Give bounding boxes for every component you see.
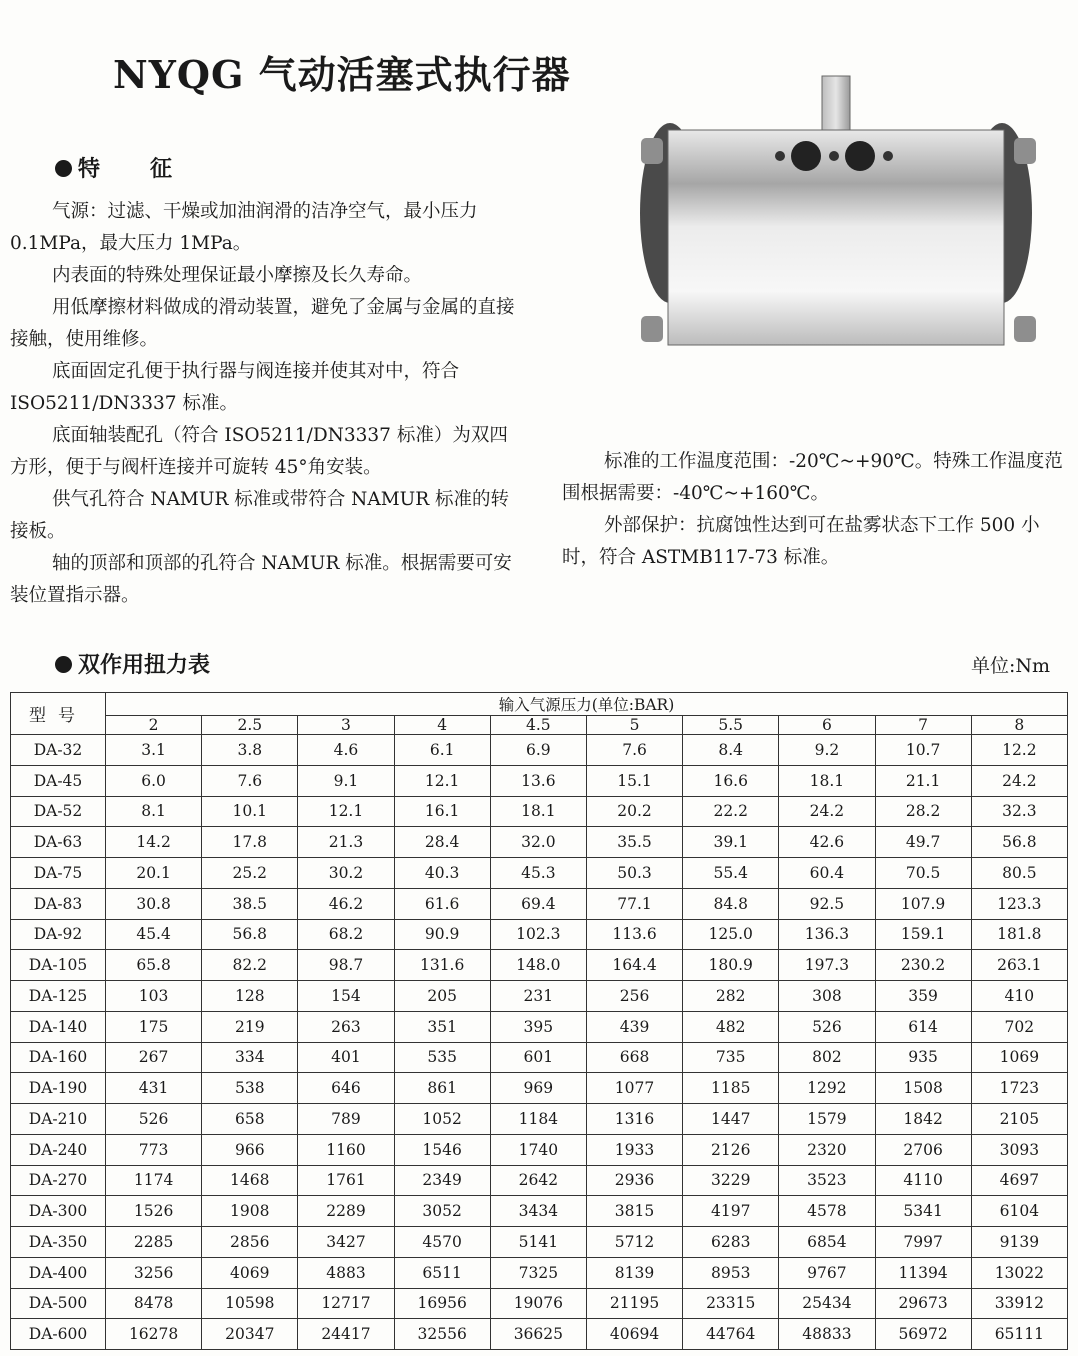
torque-cell: 40694 <box>586 1319 682 1350</box>
torque-cell: 23315 <box>683 1288 779 1319</box>
torque-cell: 8.1 <box>106 796 202 827</box>
torque-cell: 6.0 <box>106 765 202 796</box>
torque-cell: 5341 <box>875 1196 971 1227</box>
torque-cell: 861 <box>394 1073 490 1104</box>
table-row <box>11 796 1068 827</box>
torque-cell: 969 <box>490 1073 586 1104</box>
model-cell: DA-190 <box>11 1073 106 1104</box>
table-row <box>11 1257 1068 1288</box>
torque-cell: 3.8 <box>202 735 298 766</box>
torque-cell: 535 <box>394 1042 490 1073</box>
torque-cell: 68.2 <box>298 919 394 950</box>
torque-cell: 1579 <box>779 1104 875 1135</box>
model-cell: DA-270 <box>11 1165 106 1196</box>
torque-cell: 256 <box>586 981 682 1012</box>
torque-cell: 4883 <box>298 1257 394 1288</box>
torque-cell: 24417 <box>298 1319 394 1350</box>
model-cell: DA-105 <box>11 950 106 981</box>
torque-table <box>10 692 1068 1350</box>
torque-cell: 646 <box>298 1073 394 1104</box>
torque-cell: 614 <box>875 1011 971 1042</box>
torque-cell: 526 <box>106 1104 202 1135</box>
pressure-values-row <box>11 716 1068 735</box>
torque-cell: 1740 <box>490 1134 586 1165</box>
torque-cell: 56.8 <box>971 827 1067 858</box>
actuator-photo <box>636 68 1036 358</box>
torque-cell: 20347 <box>202 1319 298 1350</box>
torque-cell: 136.3 <box>779 919 875 950</box>
torque-cell: 702 <box>971 1011 1067 1042</box>
torque-cell: 16.1 <box>394 796 490 827</box>
torque-cell: 35.5 <box>586 827 682 858</box>
torque-cell: 25434 <box>779 1288 875 1319</box>
torque-cell: 2349 <box>394 1165 490 1196</box>
features-heading-char-2: 征 <box>150 156 175 182</box>
model-cell: DA-125 <box>11 981 106 1012</box>
torque-cell: 16.6 <box>683 765 779 796</box>
features-heading-char-1: 特 <box>78 156 103 182</box>
torque-cell: 180.9 <box>683 950 779 981</box>
model-cell: DA-210 <box>11 1104 106 1135</box>
torque-cell: 431 <box>106 1073 202 1104</box>
torque-cell: 7.6 <box>202 765 298 796</box>
torque-cell: 1160 <box>298 1134 394 1165</box>
table-row <box>11 735 1068 766</box>
torque-cell: 55.4 <box>683 858 779 889</box>
torque-cell: 24.2 <box>779 796 875 827</box>
table-row <box>11 1196 1068 1227</box>
torque-cell: 181.8 <box>971 919 1067 950</box>
torque-cell: 3434 <box>490 1196 586 1227</box>
torque-cell: 789 <box>298 1104 394 1135</box>
torque-cell: 7997 <box>875 1227 971 1258</box>
torque-cell: 658 <box>202 1104 298 1135</box>
model-cell: DA-240 <box>11 1134 106 1165</box>
torque-cell: 1468 <box>202 1165 298 1196</box>
torque-cell: 668 <box>586 1042 682 1073</box>
torque-cell: 3815 <box>586 1196 682 1227</box>
torque-cell: 6854 <box>779 1227 875 1258</box>
torque-cell: 4197 <box>683 1196 779 1227</box>
torque-cell: 12717 <box>298 1288 394 1319</box>
torque-cell: 8.4 <box>683 735 779 766</box>
torque-cell: 1546 <box>394 1134 490 1165</box>
torque-cell: 30.8 <box>106 888 202 919</box>
torque-cell: 3523 <box>779 1165 875 1196</box>
table-row <box>11 950 1068 981</box>
torque-cell: 159.1 <box>875 919 971 950</box>
torque-cell: 65.8 <box>106 950 202 981</box>
feature-paragraph: 轴的顶部和顶部的孔符合 NAMUR 标准。根据需要可安装位置指示器。 <box>10 553 512 606</box>
torque-cell: 13022 <box>971 1257 1067 1288</box>
torque-cell: 1077 <box>586 1073 682 1104</box>
torque-cell: 21.3 <box>298 827 394 858</box>
torque-cell: 40.3 <box>394 858 490 889</box>
features-text <box>10 196 520 612</box>
table-row <box>11 1104 1068 1135</box>
torque-cell: 107.9 <box>875 888 971 919</box>
torque-cell: 966 <box>202 1134 298 1165</box>
torque-cell: 282 <box>683 981 779 1012</box>
torque-cell: 9.2 <box>779 735 875 766</box>
torque-cell: 10598 <box>202 1288 298 1319</box>
model-cell: DA-83 <box>11 888 106 919</box>
torque-cell: 1723 <box>971 1073 1067 1104</box>
torque-cell: 5712 <box>586 1227 682 1258</box>
torque-cell: 82.2 <box>202 950 298 981</box>
torque-cell: 11394 <box>875 1257 971 1288</box>
table-row <box>11 919 1068 950</box>
spec-paragraph: 外部保护：抗腐蚀性达到可在盐雾状态下工作 500 小时，符合 ASTMB117-73 标准。 <box>562 515 1040 568</box>
torque-cell: 14.2 <box>106 827 202 858</box>
torque-cell: 230.2 <box>875 950 971 981</box>
model-header: 型号 <box>11 693 106 735</box>
torque-cell: 439 <box>586 1011 682 1042</box>
torque-cell: 231 <box>490 981 586 1012</box>
torque-cell: 4578 <box>779 1196 875 1227</box>
torque-cell: 4570 <box>394 1227 490 1258</box>
torque-cell: 18.1 <box>490 796 586 827</box>
torque-cell: 935 <box>875 1042 971 1073</box>
torque-cell: 2856 <box>202 1227 298 1258</box>
torque-cell: 4069 <box>202 1257 298 1288</box>
feature-paragraph: 供气孔符合 NAMUR 标准或带符合 NAMUR 标准的转接板。 <box>10 489 510 542</box>
pressure-column-header: 4.5 <box>490 716 586 735</box>
pressure-header: 输入气源压力(单位:BAR) <box>106 693 1068 716</box>
torque-cell: 32556 <box>394 1319 490 1350</box>
torque-cell: 131.6 <box>394 950 490 981</box>
feature-paragraph: 用低摩擦材料做成的滑动装置，避免了金属与金属的直接接触，使用维修。 <box>10 297 515 350</box>
torque-cell: 49.7 <box>875 827 971 858</box>
torque-cell: 1316 <box>586 1104 682 1135</box>
torque-cell: 2105 <box>971 1104 1067 1135</box>
torque-cell: 21195 <box>586 1288 682 1319</box>
table-header-row <box>11 693 1068 716</box>
torque-cell: 102.3 <box>490 919 586 950</box>
torque-cell: 16278 <box>106 1319 202 1350</box>
torque-cell: 61.6 <box>394 888 490 919</box>
torque-cell: 351 <box>394 1011 490 1042</box>
table-row <box>11 827 1068 858</box>
torque-cell: 56.8 <box>202 919 298 950</box>
torque-cell: 7325 <box>490 1257 586 1288</box>
model-cell: DA-140 <box>11 1011 106 1042</box>
torque-cell: 20.2 <box>586 796 682 827</box>
torque-cell: 125.0 <box>683 919 779 950</box>
torque-cell: 1184 <box>490 1104 586 1135</box>
bullet-icon <box>55 160 72 177</box>
features-heading <box>55 152 174 183</box>
torque-cell: 77.1 <box>586 888 682 919</box>
torque-cell: 1908 <box>202 1196 298 1227</box>
torque-cell: 735 <box>683 1042 779 1073</box>
torque-cell: 98.7 <box>298 950 394 981</box>
torque-cell: 9139 <box>971 1227 1067 1258</box>
torque-cell: 7.6 <box>586 735 682 766</box>
torque-cell: 164.4 <box>586 950 682 981</box>
torque-cell: 601 <box>490 1042 586 1073</box>
torque-cell: 3052 <box>394 1196 490 1227</box>
torque-cell: 3229 <box>683 1165 779 1196</box>
pressure-column-header: 2 <box>106 716 202 735</box>
torque-cell: 6511 <box>394 1257 490 1288</box>
table-row <box>11 1165 1068 1196</box>
table-row <box>11 1288 1068 1319</box>
torque-cell: 482 <box>683 1011 779 1042</box>
torque-cell: 20.1 <box>106 858 202 889</box>
bullet-icon <box>55 656 72 673</box>
torque-cell: 334 <box>202 1042 298 1073</box>
torque-cell: 44764 <box>683 1319 779 1350</box>
torque-cell: 30.2 <box>298 858 394 889</box>
torque-cell: 6.9 <box>490 735 586 766</box>
spec-paragraph: 标准的工作温度范围：-20℃~+90℃。特殊工作温度范围根据需要：-40℃~+160℃。 <box>562 451 1063 504</box>
table-row <box>11 888 1068 919</box>
torque-cell: 1447 <box>683 1104 779 1135</box>
torque-cell: 2126 <box>683 1134 779 1165</box>
torque-cell: 33912 <box>971 1288 1067 1319</box>
table-row <box>11 1319 1068 1350</box>
torque-cell: 197.3 <box>779 950 875 981</box>
pressure-column-header: 8 <box>971 716 1067 735</box>
model-cell: DA-400 <box>11 1257 106 1288</box>
torque-cell: 2936 <box>586 1165 682 1196</box>
torque-cell: 148.0 <box>490 950 586 981</box>
torque-cell: 2320 <box>779 1134 875 1165</box>
pressure-column-header: 2.5 <box>202 716 298 735</box>
pressure-column-header: 6 <box>779 716 875 735</box>
torque-cell: 359 <box>875 981 971 1012</box>
torque-cell: 70.5 <box>875 858 971 889</box>
torque-cell: 9.1 <box>298 765 394 796</box>
torque-cell: 263 <box>298 1011 394 1042</box>
torque-cell: 2642 <box>490 1165 586 1196</box>
torque-cell: 1069 <box>971 1042 1067 1073</box>
torque-cell: 22.2 <box>683 796 779 827</box>
torque-cell: 12.1 <box>394 765 490 796</box>
table-row <box>11 1227 1068 1258</box>
torque-cell: 3427 <box>298 1227 394 1258</box>
feature-paragraph: 气源：过滤、干燥或加油润滑的洁净空气，最小压力 0.1MPa，最大压力 1MPa。 <box>10 201 478 254</box>
torque-cell: 28.4 <box>394 827 490 858</box>
torque-cell: 56972 <box>875 1319 971 1350</box>
torque-cell: 3.1 <box>106 735 202 766</box>
model-cell: DA-45 <box>11 765 106 796</box>
torque-cell: 1174 <box>106 1165 202 1196</box>
torque-cell: 410 <box>971 981 1067 1012</box>
torque-cell: 18.1 <box>779 765 875 796</box>
model-cell: DA-75 <box>11 858 106 889</box>
torque-cell: 29673 <box>875 1288 971 1319</box>
torque-cell: 1933 <box>586 1134 682 1165</box>
table-row <box>11 858 1068 889</box>
torque-cell: 9767 <box>779 1257 875 1288</box>
torque-cell: 154 <box>298 981 394 1012</box>
torque-cell: 773 <box>106 1134 202 1165</box>
feature-paragraph: 内表面的特殊处理保证最小摩擦及长久寿命。 <box>52 265 423 286</box>
torque-cell: 60.4 <box>779 858 875 889</box>
table-row <box>11 1042 1068 1073</box>
torque-cell: 3093 <box>971 1134 1067 1165</box>
torque-cell: 6104 <box>971 1196 1067 1227</box>
torque-cell: 2706 <box>875 1134 971 1165</box>
torque-cell: 10.1 <box>202 796 298 827</box>
torque-cell: 69.4 <box>490 888 586 919</box>
torque-cell: 24.2 <box>971 765 1067 796</box>
model-cell: DA-92 <box>11 919 106 950</box>
torque-cell: 128 <box>202 981 298 1012</box>
torque-cell: 6.1 <box>394 735 490 766</box>
torque-cell: 21.1 <box>875 765 971 796</box>
torque-cell: 12.1 <box>298 796 394 827</box>
model-cell: DA-300 <box>11 1196 106 1227</box>
torque-cell: 8139 <box>586 1257 682 1288</box>
torque-cell: 308 <box>779 981 875 1012</box>
pressure-column-header: 5 <box>586 716 682 735</box>
torque-cell: 48833 <box>779 1319 875 1350</box>
pressure-column-header: 4 <box>394 716 490 735</box>
torque-cell: 50.3 <box>586 858 682 889</box>
torque-cell: 1292 <box>779 1073 875 1104</box>
torque-cell: 25.2 <box>202 858 298 889</box>
torque-cell: 65111 <box>971 1319 1067 1350</box>
torque-cell: 267 <box>106 1042 202 1073</box>
torque-cell: 3256 <box>106 1257 202 1288</box>
table-row <box>11 1073 1068 1104</box>
model-cell: DA-350 <box>11 1227 106 1258</box>
torque-cell: 1052 <box>394 1104 490 1135</box>
torque-cell: 32.3 <box>971 796 1067 827</box>
torque-cell: 32.0 <box>490 827 586 858</box>
torque-table-heading-label: 双作用扭力表 <box>78 652 211 678</box>
torque-cell: 16956 <box>394 1288 490 1319</box>
torque-cell: 39.1 <box>683 827 779 858</box>
model-cell: DA-160 <box>11 1042 106 1073</box>
torque-cell: 123.3 <box>971 888 1067 919</box>
torque-cell: 2289 <box>298 1196 394 1227</box>
torque-cell: 1842 <box>875 1104 971 1135</box>
table-row <box>11 765 1068 796</box>
torque-cell: 17.8 <box>202 827 298 858</box>
torque-cell: 175 <box>106 1011 202 1042</box>
torque-cell: 45.4 <box>106 919 202 950</box>
pressure-column-header: 7 <box>875 716 971 735</box>
page-title: NYQG 气动活塞式执行器 <box>113 52 571 97</box>
torque-cell: 8478 <box>106 1288 202 1319</box>
feature-paragraph: 底面固定孔便于执行器与阀连接并使其对中，符合 ISO5211/DN3337 标准。 <box>10 361 460 414</box>
torque-cell: 1508 <box>875 1073 971 1104</box>
torque-cell: 10.7 <box>875 735 971 766</box>
torque-cell: 5141 <box>490 1227 586 1258</box>
unit-label: 单位:Nm <box>970 655 1050 677</box>
torque-cell: 8953 <box>683 1257 779 1288</box>
torque-cell: 263.1 <box>971 950 1067 981</box>
torque-table-heading <box>55 648 210 679</box>
torque-cell: 84.8 <box>683 888 779 919</box>
torque-cell: 1185 <box>683 1073 779 1104</box>
torque-cell: 90.9 <box>394 919 490 950</box>
temperature-protection-text <box>562 446 1072 574</box>
torque-cell: 28.2 <box>875 796 971 827</box>
torque-cell: 45.3 <box>490 858 586 889</box>
model-cell: DA-600 <box>11 1319 106 1350</box>
torque-cell: 802 <box>779 1042 875 1073</box>
torque-cell: 6283 <box>683 1227 779 1258</box>
torque-cell: 15.1 <box>586 765 682 796</box>
pressure-column-header: 5.5 <box>683 716 779 735</box>
torque-cell: 80.5 <box>971 858 1067 889</box>
feature-paragraph: 底面轴装配孔（符合 ISO5211/DN3337 标准）为双四方形，便于与阀杆连接并可旋转 45°角安装。 <box>10 425 508 478</box>
pressure-column-header: 3 <box>298 716 394 735</box>
torque-cell: 36625 <box>490 1319 586 1350</box>
torque-cell: 38.5 <box>202 888 298 919</box>
torque-cell: 103 <box>106 981 202 1012</box>
torque-cell: 13.6 <box>490 765 586 796</box>
torque-cell: 92.5 <box>779 888 875 919</box>
torque-cell: 12.2 <box>971 735 1067 766</box>
torque-cell: 42.6 <box>779 827 875 858</box>
model-cell: DA-32 <box>11 735 106 766</box>
torque-cell: 205 <box>394 981 490 1012</box>
torque-cell: 4697 <box>971 1165 1067 1196</box>
torque-cell: 2285 <box>106 1227 202 1258</box>
torque-cell: 219 <box>202 1011 298 1042</box>
table-row <box>11 1011 1068 1042</box>
model-cell: DA-500 <box>11 1288 106 1319</box>
torque-cell: 113.6 <box>586 919 682 950</box>
model-cell: DA-52 <box>11 796 106 827</box>
torque-table-body <box>11 735 1068 1350</box>
torque-cell: 395 <box>490 1011 586 1042</box>
table-row <box>11 981 1068 1012</box>
model-cell: DA-63 <box>11 827 106 858</box>
torque-cell: 4110 <box>875 1165 971 1196</box>
torque-cell: 1526 <box>106 1196 202 1227</box>
torque-cell: 401 <box>298 1042 394 1073</box>
torque-cell: 4.6 <box>298 735 394 766</box>
torque-cell: 19076 <box>490 1288 586 1319</box>
torque-cell: 46.2 <box>298 888 394 919</box>
table-row <box>11 1134 1068 1165</box>
torque-cell: 1761 <box>298 1165 394 1196</box>
torque-cell: 526 <box>779 1011 875 1042</box>
torque-cell: 538 <box>202 1073 298 1104</box>
